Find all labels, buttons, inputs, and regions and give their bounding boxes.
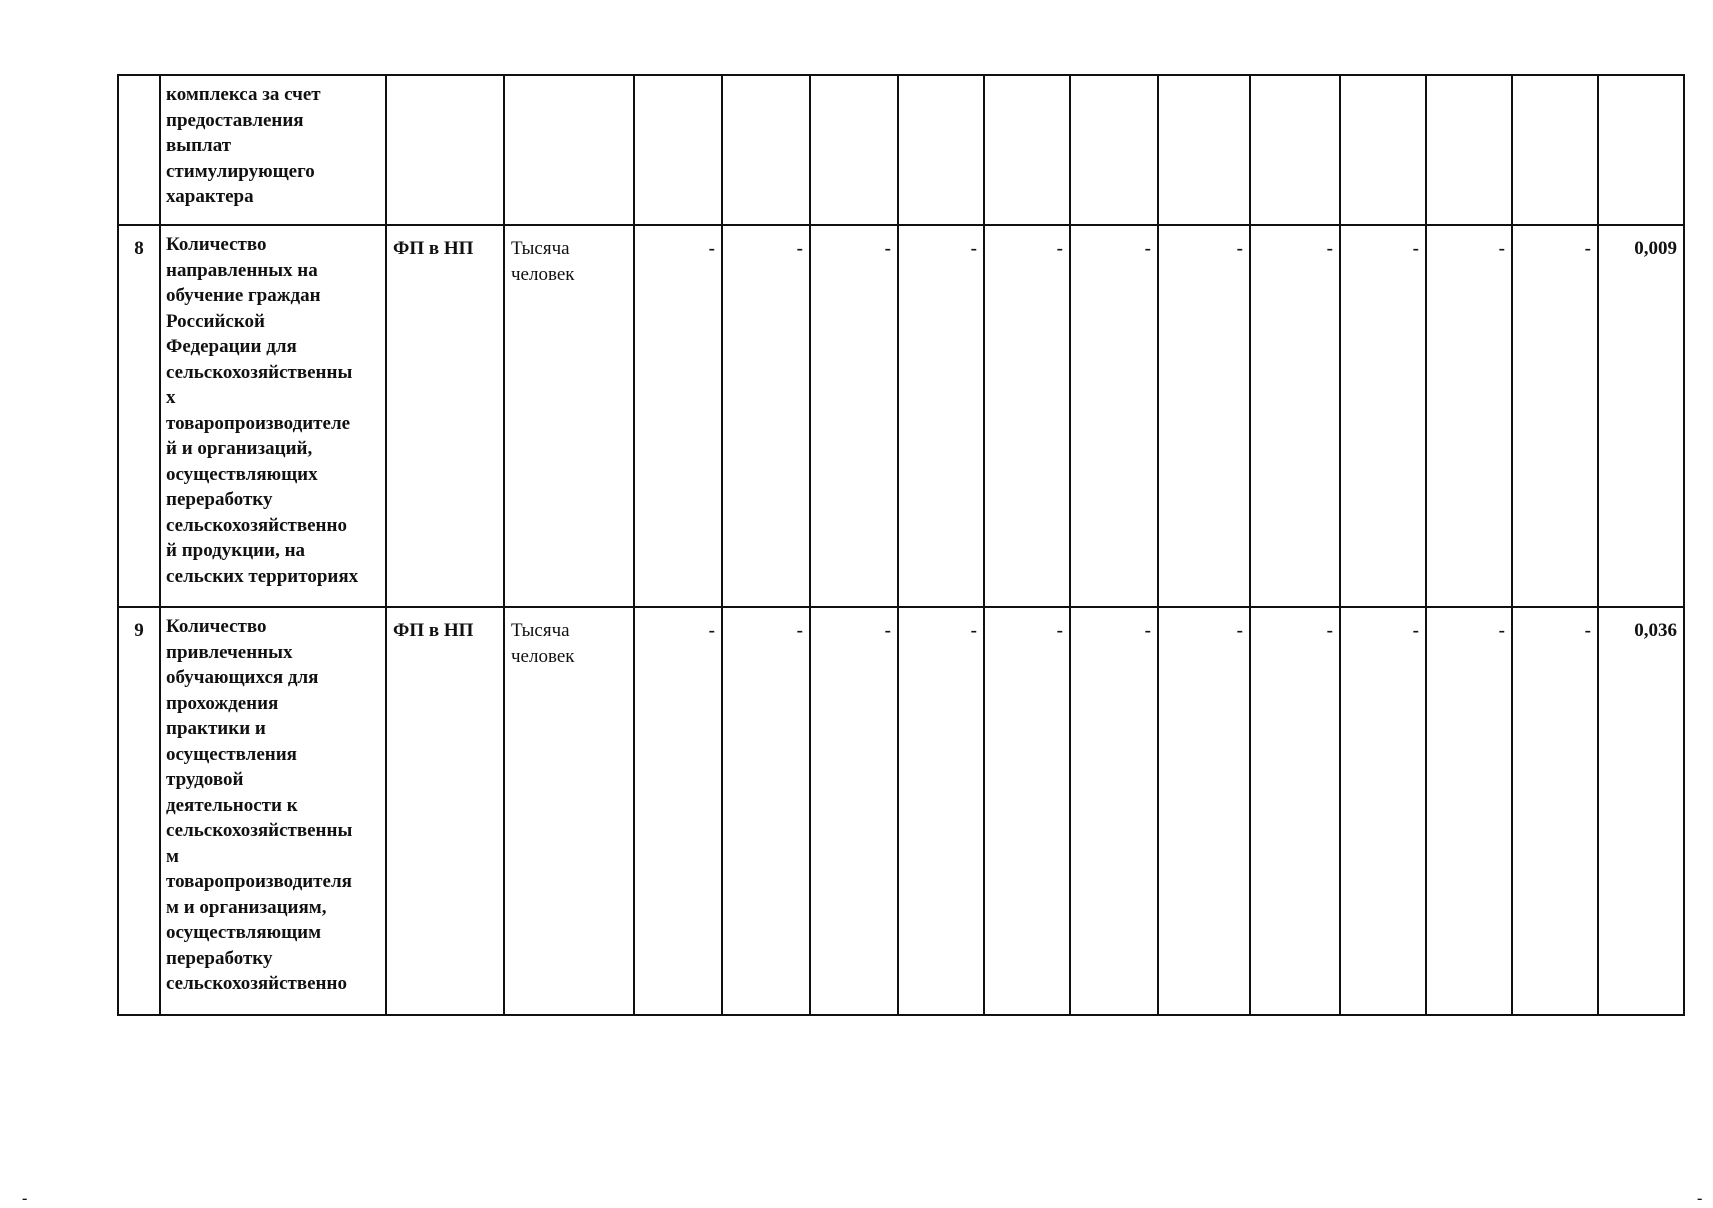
name-line: характера (166, 186, 254, 207)
unit-line: человек (511, 645, 575, 667)
unit-line: человек (511, 263, 575, 285)
table-row (118, 225, 1684, 607)
value-cell (1250, 75, 1340, 225)
row-number (118, 75, 160, 225)
name-line: переработку (166, 489, 273, 510)
value-cell (1340, 75, 1426, 225)
row-number: 8 (118, 225, 160, 607)
value-cell: - (810, 607, 898, 1015)
indicator-name (160, 607, 386, 1015)
name-line: направленных на (166, 259, 318, 281)
name-line: переработку (166, 947, 273, 969)
value-cell: - (1250, 607, 1340, 1015)
unit-cell (504, 75, 634, 225)
value-cell: - (1250, 225, 1340, 607)
value-cell: - (984, 225, 1070, 607)
row-number: 9 (118, 607, 160, 1015)
indicators-table (117, 74, 1685, 1016)
name-line: осуществляющим (166, 922, 322, 943)
value-cell: - (984, 607, 1070, 1015)
value-cell: - (634, 607, 722, 1015)
value-cell: - (1512, 607, 1598, 1015)
value-cell: - (1070, 607, 1158, 1015)
value-cell (984, 75, 1070, 225)
name-line: Российской (166, 310, 265, 332)
name-line: трудовой (166, 769, 244, 790)
value-cell (1070, 75, 1158, 225)
source-cell: ФП в НП (386, 225, 504, 607)
value-cell: 0,009 (1598, 225, 1684, 607)
unit-cell (504, 607, 634, 1015)
indicator-name (160, 225, 386, 607)
name-line: обучающихся для (166, 667, 319, 688)
name-line: осуществления (166, 743, 297, 765)
value-cell: - (1512, 225, 1598, 607)
name-line: предоставления (166, 109, 304, 131)
name-line: деятельности к (166, 794, 298, 816)
value-cell (1158, 75, 1250, 225)
name-line: стимулирующего (166, 160, 315, 182)
name-line: й продукции, на (166, 540, 306, 561)
name-line: й и организаций, (166, 438, 313, 459)
indicator-name (160, 75, 386, 225)
source-cell: ФП в НП (386, 607, 504, 1015)
name-line: осуществляющих (166, 463, 318, 485)
name-line: м и организациям, (166, 896, 327, 918)
unit-line: Тысяча (511, 620, 570, 641)
value-cell: - (898, 607, 984, 1015)
name-line: Федерации для (166, 336, 297, 357)
value-cell: - (898, 225, 984, 607)
name-line: обучение граждан (166, 285, 321, 306)
value-cell: - (1340, 607, 1426, 1015)
name-line: товаропроизводителе (166, 412, 351, 434)
name-line: Количество (166, 616, 267, 637)
unit-line: Тысяча (511, 238, 570, 259)
source-cell (386, 75, 504, 225)
name-line: выплат (166, 135, 232, 156)
name-line: сельскохозяйственны (166, 820, 353, 841)
name-line: товаропроизводителя (166, 871, 352, 892)
value-cell: - (1426, 225, 1512, 607)
value-cell (1426, 75, 1512, 225)
table-row (118, 607, 1684, 1015)
value-cell (810, 75, 898, 225)
value-cell: - (1158, 607, 1250, 1015)
name-line: сельскохозяйственно (166, 514, 347, 536)
value-cell: 0,036 (1598, 607, 1684, 1015)
name-line: м (166, 845, 179, 867)
page-mark-left: - (22, 1190, 28, 1207)
name-line: сельскохозяйственны (166, 361, 353, 383)
name-line: Количество (166, 234, 267, 255)
name-line: практики и (166, 718, 266, 739)
value-cell: - (722, 607, 810, 1015)
value-cell: - (1340, 225, 1426, 607)
value-cell: - (722, 225, 810, 607)
value-cell: - (1426, 607, 1512, 1015)
value-cell: - (634, 225, 722, 607)
page-mark-right: - (1697, 1190, 1703, 1207)
name-line: сельскохозяйственно (166, 973, 347, 994)
value-cell: - (1070, 225, 1158, 607)
value-cell (898, 75, 984, 225)
value-cell (1598, 75, 1684, 225)
table-row (118, 75, 1684, 225)
value-cell (634, 75, 722, 225)
unit-cell (504, 225, 634, 607)
name-line: прохождения (166, 692, 279, 714)
value-cell: - (810, 225, 898, 607)
name-line: привлеченных (166, 641, 293, 663)
value-cell: - (1158, 225, 1250, 607)
value-cell (722, 75, 810, 225)
value-cell (1512, 75, 1598, 225)
name-line: комплекса за счет (166, 84, 321, 105)
name-line: х (166, 387, 176, 408)
name-line: сельских территориях (166, 565, 359, 587)
